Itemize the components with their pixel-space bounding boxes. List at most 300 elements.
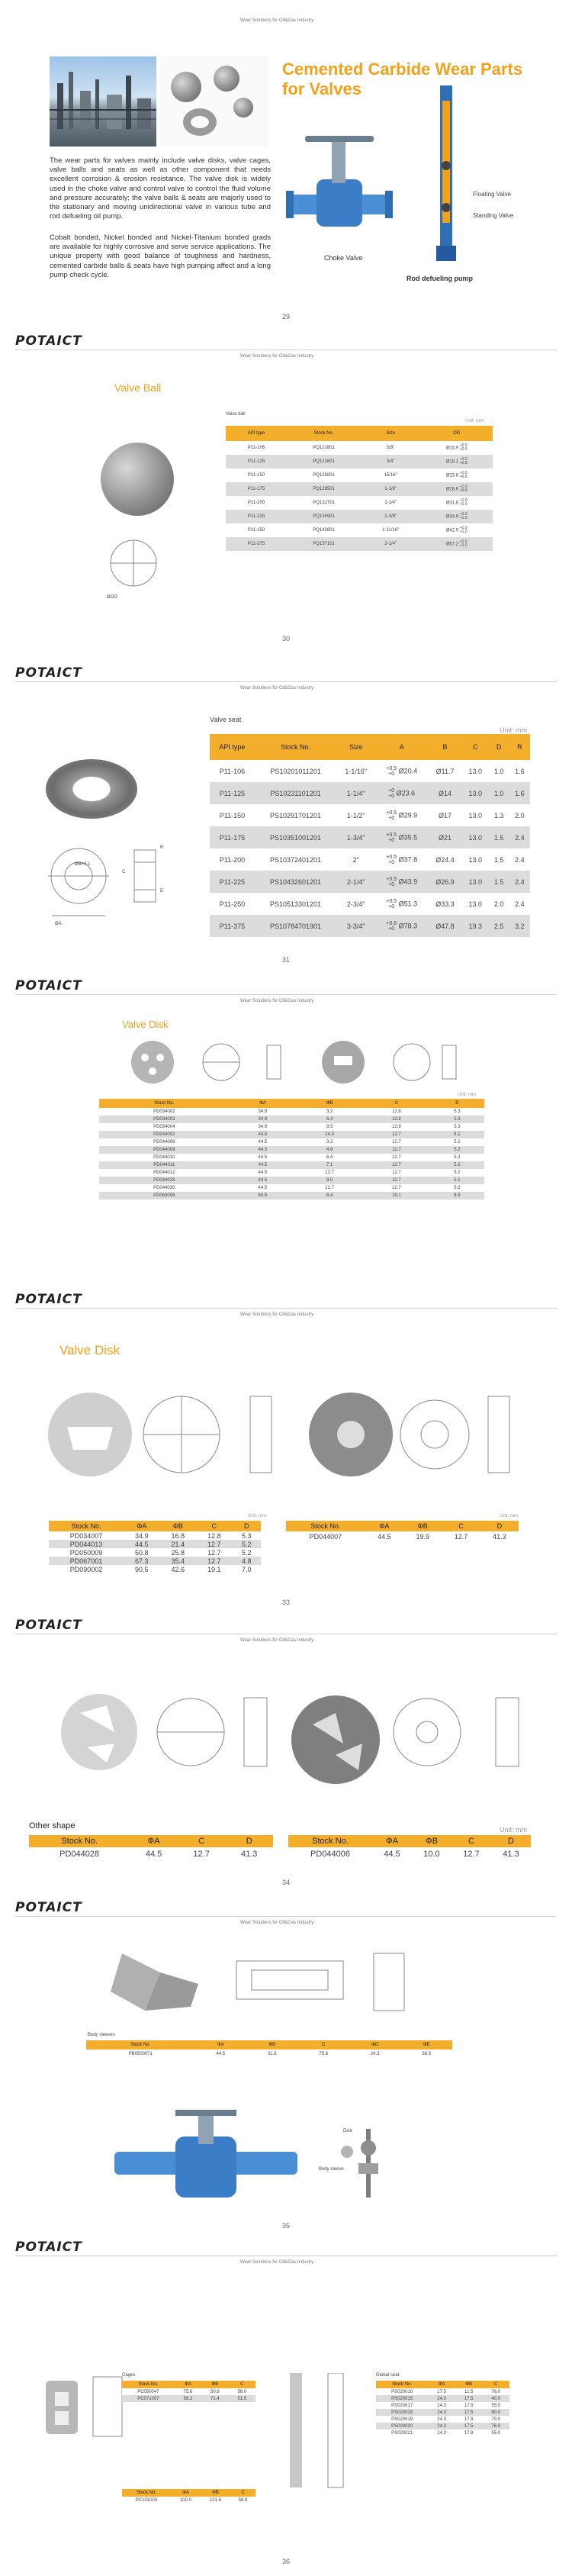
table-cell: 17.5 (455, 2402, 483, 2409)
brand-logo: POTAICT (15, 665, 82, 681)
table-cell: P11-250 (210, 893, 255, 915)
table-cell: PD044009 (99, 1146, 230, 1154)
table-cell: 12.7 (363, 1177, 430, 1184)
col-header: D (491, 1835, 531, 1847)
page-number: 33 (282, 1599, 291, 1606)
divider (15, 1308, 557, 1309)
table-cell: 34.9 (230, 1123, 297, 1131)
table-cell: P11-200 (226, 496, 287, 510)
table-cell: Ø23.8 +1.0 +0.8 (420, 469, 493, 482)
col-header: API type (226, 426, 287, 441)
table-cell: Ø34.9 +1.0 +1.0 (420, 510, 493, 523)
col-header: Stock No. (255, 734, 336, 760)
table-cell: PQ125801 (287, 469, 361, 482)
tolerance: +1.0 +0.8 (459, 457, 468, 465)
col-header: D (225, 1835, 273, 1847)
page-number: 34 (282, 1879, 291, 1886)
brand-logo: POTAICT (15, 1900, 82, 1915)
table-cell: 40.0 (482, 2395, 509, 2402)
table-row (210, 782, 530, 804)
divider (15, 349, 557, 350)
table-cell: 12.7 (178, 1847, 226, 1861)
valve-seat-table (210, 734, 530, 937)
table-cell: P11-225 (226, 510, 287, 523)
table-row (226, 455, 493, 469)
table-cell: 75.6 (175, 2388, 201, 2395)
table-cell: 2-1/4" (336, 871, 375, 893)
table-cell: PQ134901 (287, 510, 361, 523)
seat-table-title: Valve seat (210, 716, 242, 723)
table-cell: PQ142801 (287, 523, 361, 537)
table-cell: 44.5 (230, 1154, 297, 1161)
table-cell: 44.5 (230, 1146, 297, 1154)
table-cell: 41.3 (225, 1847, 273, 1861)
col-header: Stock No. (286, 1521, 365, 1531)
col-header: C (482, 2381, 509, 2388)
tolerance: +1.0 +0.8 (459, 485, 468, 493)
table-cell: 24.3 (428, 2416, 455, 2423)
table-cell: 101.6 (201, 2497, 230, 2504)
table-cell: 21.4 (160, 1540, 197, 1548)
table-cell: 34.9 (124, 1531, 160, 1540)
table-cell: 44.5 (230, 1131, 297, 1138)
table-row (122, 2497, 255, 2504)
table-cell: 5.2 (430, 1184, 484, 1192)
table-cell: +0.5 +0 Ø20.4 (375, 760, 428, 782)
table-cell: PD044008 (99, 1138, 230, 1146)
table-cell: +0 +0 Ø23.6 (375, 782, 428, 804)
tolerance: +1.0 +1.0 (459, 539, 468, 548)
col-header: ΦA (175, 2381, 201, 2388)
table-cell: 76.0 (482, 2388, 509, 2395)
table-cell: 3/4" (361, 455, 420, 469)
table-cell: P11-175 (226, 482, 287, 496)
table-cell: 63.5 (230, 1192, 297, 1199)
table-cell: PQ131701 (287, 496, 361, 510)
table-cell: PS10784701901 (255, 915, 336, 937)
col-header: ΦB (455, 2381, 483, 2388)
col-header: C (298, 2040, 349, 2050)
disk-heading: Valve Disk (122, 1019, 169, 1030)
col-header: Stock No. (29, 1835, 130, 1847)
table-cell: 44.5 (230, 1161, 297, 1169)
col-header: ΦA (230, 1099, 297, 1108)
table-cell: 14.3 (296, 1131, 363, 1138)
table-cell: 100.0 (171, 2497, 201, 2504)
col-header: Stock No. (376, 2381, 428, 2388)
table-cell: 13.0 (462, 760, 489, 782)
divider (15, 994, 557, 995)
table-cell: 1.6 (509, 782, 530, 804)
table-cell: PD044006 (288, 1847, 372, 1861)
global-seat-title: Global seat (376, 2373, 400, 2378)
table-cell: P11-150 (210, 804, 255, 826)
divider (15, 681, 557, 682)
global-seat-images (278, 2373, 362, 2495)
table-cell: PD044002 (99, 1131, 230, 1138)
tagline: Wear Solutions for Oil&Gas Industry (240, 999, 314, 1003)
cover-paragraph-2: Cobalt bonded, Nickel bonded and Nickel-Titanium bonded grads are available for highly corrosive and serve service applications. The unique property with good balance of toughness and hardness, cemented carbide balls & seats have high pumping affect and a long pump check cycle. (50, 233, 271, 279)
table-row (226, 441, 493, 455)
table-row (226, 510, 493, 523)
choke-valve-illustration (286, 107, 393, 252)
table-row (86, 2050, 452, 2058)
refinery-photo (50, 56, 156, 147)
table-cell: PD034003 (99, 1116, 230, 1123)
table-cell: 44.5 (230, 1169, 297, 1177)
table-row (99, 1192, 484, 1199)
other-unit: Unit: mm (500, 1826, 527, 1834)
table-row (376, 2402, 509, 2409)
table-row (99, 1123, 484, 1131)
table-cell: 19.9 (403, 1531, 442, 1542)
table-cell: 55.0 (482, 2402, 509, 2409)
table-cell: 2.4 (509, 848, 530, 871)
table-cell: Ø11.7 (428, 760, 462, 782)
table-row (49, 1548, 261, 1557)
table-cell: P11-106 (210, 760, 255, 782)
table-cell: 44.5 (230, 1138, 297, 1146)
table-cell: PC050047 (122, 2388, 175, 2395)
brand-logo: POTAICT (15, 333, 82, 349)
table-row (49, 1540, 261, 1548)
table-row (99, 1116, 484, 1123)
tolerance: +0.5 +0 (386, 854, 397, 865)
table-cell: 12.8 (196, 1531, 233, 1540)
table-row (376, 2429, 509, 2436)
table-row (99, 1169, 484, 1177)
table-cell: 13.0 (462, 782, 489, 804)
tagline: Wear Solutions for Oil&Gas Industry (240, 1638, 314, 1643)
table-cell: 24.3 (428, 2423, 455, 2429)
tolerance: +0.5 +0.0 (459, 443, 468, 452)
col-header: ΦB (201, 2381, 228, 2388)
table-cell: 1-3/8" (361, 510, 420, 523)
col-header: ΦA (171, 2489, 201, 2497)
table-cell: 50.8 (201, 2388, 228, 2395)
table-cell: 11.5 (455, 2388, 483, 2395)
table-cell: 24.3 (349, 2050, 400, 2058)
table-cell: PS10201011201 (255, 760, 336, 782)
rod-pump-illustration (427, 85, 465, 269)
table-cell: 2" (336, 848, 375, 871)
table-cell: 56.2 (175, 2395, 201, 2402)
table-row (99, 1131, 484, 1138)
table-cell: 34.9 (230, 1108, 297, 1116)
col-header: C (363, 1099, 430, 1108)
disk2-images (46, 1373, 534, 1511)
table-cell: PS10513301201 (255, 893, 336, 915)
page-number: 36 (282, 2558, 291, 2565)
tolerance: +0.5 +0 (386, 898, 397, 910)
disk2-right-unit: Unit: mm (500, 1514, 518, 1518)
table-row (210, 760, 530, 782)
table-cell: 1.0 (489, 782, 509, 804)
table-cell: PD050009 (49, 1548, 124, 1557)
col-header: B (428, 734, 462, 760)
disk1-unit: Unit: mm (458, 1093, 476, 1097)
balls-seats-photo (160, 56, 268, 147)
table-cell: 44.5 (372, 1847, 412, 1861)
table-cell: 15/16" (361, 469, 420, 482)
table-cell: PS020010 (376, 2388, 428, 2395)
table-cell: 13.0 (462, 871, 489, 893)
page-number: 29 (282, 313, 291, 320)
table-cell: 55.0 (482, 2429, 509, 2436)
divider (15, 1916, 557, 1917)
table-cell: 17.5 (455, 2409, 483, 2416)
tolerance: +1.0 +0.8 (459, 471, 468, 479)
table-cell: 90.5 (124, 1565, 160, 1573)
table-row (376, 2395, 509, 2402)
table-row (226, 496, 493, 510)
col-header: C (451, 1835, 491, 1847)
col-header: Stock No. (287, 426, 361, 441)
table-cell: 7.1 (296, 1161, 363, 1169)
table-cell: 12.8 (363, 1116, 430, 1123)
col-header: D (489, 734, 509, 760)
table-cell: PS020020 (376, 2423, 428, 2429)
table-row (99, 1108, 484, 1116)
od-dimension-label: ØOD (107, 595, 117, 600)
col-header: ΦD (349, 2040, 400, 2050)
table-cell: P11-225 (210, 871, 255, 893)
table-cell: 24.3 (428, 2429, 455, 2436)
table-row (49, 1531, 261, 1540)
valve-ball-table (226, 426, 493, 551)
table-cell: 2.4 (509, 871, 530, 893)
disk-callout-label: Disk (343, 2129, 352, 2133)
table-cell: 5.2 (430, 1169, 484, 1177)
col-header: ΦB (201, 2489, 230, 2497)
table-cell: 1.6 (509, 760, 530, 782)
table-cell: P11-150 (226, 469, 287, 482)
table-cell: 2.4 (509, 826, 530, 848)
table-cell: P11-250 (226, 523, 287, 537)
table-cell: 5.2 (430, 1161, 484, 1169)
table-cell: 1.3 (489, 804, 509, 826)
tolerance: +0.5 +0 (386, 810, 397, 821)
cages-table-2 (122, 2489, 255, 2504)
table-cell: 13.0 (462, 826, 489, 848)
table-cell: 12.7 (363, 1184, 430, 1192)
table-cell: 13.0 (462, 804, 489, 826)
table-cell: 6.4 (296, 1192, 363, 1199)
global-seat-table (376, 2381, 509, 2436)
col-header: OD (420, 426, 493, 441)
col-header: ΦE (400, 2040, 452, 2050)
table-cell: PD044028 (99, 1177, 230, 1184)
page-number: 31 (282, 956, 291, 964)
table-cell: PS10231101201 (255, 782, 336, 804)
table-cell: 5.2 (233, 1548, 261, 1557)
col-header: Size (361, 426, 420, 441)
other-shape-table-right (288, 1835, 531, 1861)
table-cell: PD034007 (49, 1531, 124, 1540)
disk-table-2-left (49, 1521, 261, 1573)
table-cell: 2.5 (489, 915, 509, 937)
col-header: ΦB (246, 2040, 297, 2050)
table-cell: PD044028 (29, 1847, 130, 1861)
table-cell: 13.0 (462, 893, 489, 915)
tagline: Wear Solutions for Oil&Gas Industry (240, 1921, 314, 1925)
table-cell: 67.3 (124, 1557, 160, 1565)
disk-images (122, 1036, 473, 1090)
table-cell: 60.0 (482, 2409, 509, 2416)
dim-b-label: ØB+0.1 (75, 862, 91, 867)
table-cell: 75.6 (298, 2050, 349, 2058)
col-header: ΦB (160, 1521, 197, 1531)
tagline: Wear Solutions for Oil&Gas Industry (240, 2260, 314, 2265)
dim-d-label: D (160, 889, 164, 894)
table-cell: 3-3/4" (336, 915, 375, 937)
table-cell: 34.9 (230, 1116, 297, 1123)
table-cell: PQ121601 (287, 455, 361, 469)
sleeve-table-title: Body sleeves (88, 2033, 115, 2037)
table-cell: Ø47.8 (428, 915, 462, 937)
body-sleeve-callout-label: Body sleeve (319, 2167, 344, 2172)
table-row (226, 537, 493, 551)
table-cell: 2-1/4" (361, 537, 420, 551)
dim-a-label: ØA (55, 922, 62, 926)
col-header: ΦA (130, 1835, 178, 1847)
table-cell: 5.3 (430, 1123, 484, 1131)
floating-valve-label: Floating Valve (473, 191, 512, 198)
table-cell: 44.5 (365, 1531, 403, 1542)
rod-pump-label: Rod defueling pump (407, 275, 473, 282)
table-cell: 12.7 (363, 1138, 430, 1146)
table-cell: 12.7 (363, 1154, 430, 1161)
table-cell: P11-125 (226, 455, 287, 469)
table-cell: 19.1 (363, 1192, 430, 1199)
table-cell: 2-3/4" (336, 893, 375, 915)
tagline: Wear Solutions for Oil&Gas Industry (240, 18, 314, 23)
table-row (49, 1565, 261, 1573)
tolerance: +0.5 +0 (386, 765, 397, 777)
table-cell: PD090002 (49, 1565, 124, 1573)
cages-table (122, 2381, 255, 2402)
table-cell: PD063006 (99, 1192, 230, 1199)
table-row (99, 1146, 484, 1154)
table-cell: 3.2 (296, 1138, 363, 1146)
col-header: D (233, 1521, 261, 1531)
table-row (286, 1531, 519, 1542)
table-cell: 44.5 (195, 2050, 246, 2058)
table-cell: 1-1/4" (336, 782, 375, 804)
valve-seat-image (46, 759, 137, 819)
table-row (210, 826, 530, 848)
tolerance: +0.6 +0 (386, 920, 397, 932)
col-header: R (509, 734, 530, 760)
table-cell: 16.8 (160, 1531, 197, 1540)
cover-paragraph-1: The wear parts for valves mainly include valve disks, valve cages, valve balls and seats as well as other component that needs excellent corrosion & erosion resistance. The valve disk is widely used in the choke valve and control valve to control the fluid volume and pressure accurately; the valve balls & seats are majorly used to the stationary and moving unidirectional valve in various tube and rod defueling oil pump. (50, 156, 271, 221)
table-cell: PD044013 (49, 1540, 124, 1548)
table-row (99, 1138, 484, 1146)
table-cell: 5.3 (430, 1116, 484, 1123)
tolerance: +1.0 +1.0 (459, 512, 468, 520)
table-cell: 17.5 (428, 2388, 455, 2395)
table-cell: PS10351001201 (255, 826, 336, 848)
table-cell: 71.4 (201, 2395, 228, 2402)
table-cell: Ø21 (428, 826, 462, 848)
table-cell: PS020019 (376, 2416, 428, 2423)
table-cell: 5.2 (430, 1146, 484, 1154)
table-cell: 50.8 (124, 1548, 160, 1557)
table-row (226, 523, 493, 537)
table-cell: +0.6 +0 Ø78.3 (375, 915, 428, 937)
table-cell: 2.0 (489, 893, 509, 915)
table-cell: PD044010 (99, 1154, 230, 1161)
table-cell: 17.5 (455, 2423, 483, 2429)
table-cell: +0.5 +0 Ø35.5 (375, 826, 428, 848)
page-number: 30 (282, 635, 291, 642)
table-cell: 1.0 (489, 760, 509, 782)
table-cell: 5.3 (233, 1531, 261, 1540)
table-cell: 12.7 (451, 1847, 491, 1861)
table-row (288, 1847, 531, 1861)
table-row (99, 1177, 484, 1184)
table-cell: PC101003 (122, 2497, 171, 2504)
table-row (99, 1161, 484, 1169)
table-cell: 5.1 (430, 1177, 484, 1184)
table-cell: 3.2 (509, 915, 530, 937)
body-sleeve-table (86, 2040, 452, 2058)
table-row (376, 2388, 509, 2395)
table-row (226, 482, 493, 496)
table-cell: PQ157101 (287, 537, 361, 551)
page-number: 35 (282, 2222, 291, 2230)
table-cell: 3.2 (296, 1108, 363, 1116)
table-cell: 2.0 (509, 804, 530, 826)
table-cell: PS020018 (376, 2409, 428, 2416)
table-row (376, 2409, 509, 2416)
table-cell: P11-106 (226, 441, 287, 455)
table-row (29, 1847, 273, 1861)
table-cell: PB0500071 (86, 2050, 195, 2058)
dim-c-label: C (122, 870, 126, 874)
col-header: C (178, 1835, 226, 1847)
table-cell: 17.8 (455, 2429, 483, 2436)
col-header: ΦB (412, 1835, 451, 1847)
disk-sleeve-exploded-image (317, 2129, 423, 2198)
table-cell: 44.5 (230, 1184, 297, 1192)
disk-table-1 (99, 1099, 484, 1199)
table-cell: PD034004 (99, 1123, 230, 1131)
table-cell: PS10291701201 (255, 804, 336, 826)
table-cell: P11-125 (210, 782, 255, 804)
table-cell: +0.5 +0 Ø43.9 (375, 871, 428, 893)
tagline: Wear Solutions for Oil&Gas Industry (240, 686, 314, 691)
ball-heading: Valve Ball (114, 382, 162, 394)
table-cell: 12.7 (296, 1169, 363, 1177)
table-cell: PD044030 (99, 1184, 230, 1192)
table-row (210, 848, 530, 871)
table-cell: P11-375 (226, 537, 287, 551)
table-cell: 6.4 (296, 1116, 363, 1123)
disk2-left-unit: Unit: mm (248, 1514, 266, 1518)
col-header: C (442, 1521, 480, 1531)
table-cell: 44.5 (124, 1540, 160, 1548)
table-cell: 17.5 (455, 2416, 483, 2423)
table-cell: PS10372401201 (255, 848, 336, 871)
table-cell: 1-11/16" (361, 523, 420, 537)
table-cell: 44.5 (230, 1177, 297, 1184)
col-header: ΦA (372, 1835, 412, 1847)
other-shape-heading: Other shape (29, 1821, 76, 1831)
tagline: Wear Solutions for Oil&Gas Industry (240, 354, 314, 359)
col-header: C (462, 734, 489, 760)
table-cell: 7.0 (233, 1565, 261, 1573)
